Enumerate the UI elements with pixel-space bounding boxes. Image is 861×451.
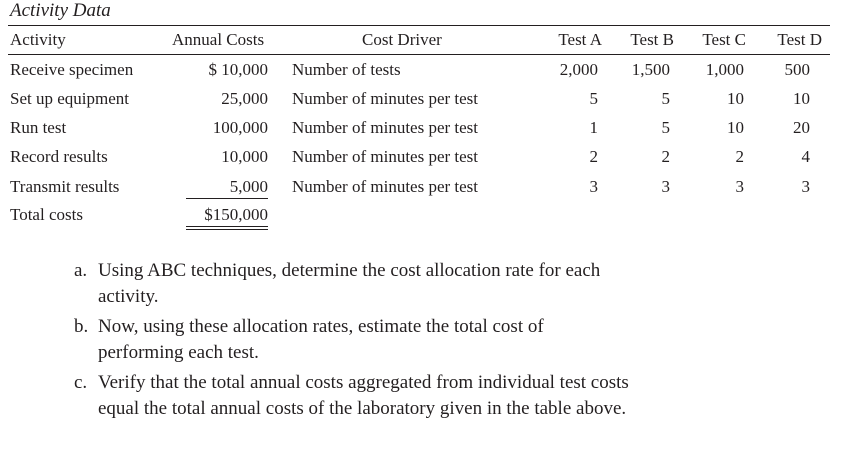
row-driver-receive-specimen: Number of tests <box>292 60 401 79</box>
question-b-text: Now, using these allocation rates, estimate the total cost of performing each test. <box>98 316 544 363</box>
row-test-b-receive-specimen: 1,500 <box>631 60 670 79</box>
row-activity-receive-specimen: Receive specimen <box>10 60 134 79</box>
question-b-label: b. <box>74 316 89 337</box>
question-c-label: c. <box>74 372 88 393</box>
row-test-a-set-up-equipment: 5 <box>589 89 598 108</box>
subtotal-underline <box>186 198 268 199</box>
row-cost-record-results: 10,000 <box>221 147 268 166</box>
row-driver-record-results: Number of minutes per test <box>292 147 479 166</box>
header-test-b: Test B <box>630 30 674 49</box>
row-cost-run-test: 100,000 <box>212 118 268 137</box>
header-cost-driver: Cost Driver <box>362 30 442 49</box>
row-driver-set-up-equipment: Number of minutes per test <box>292 89 479 108</box>
row-test-b-transmit-results: 3 <box>661 177 670 196</box>
row-driver-run-test: Number of minutes per test <box>292 118 479 137</box>
row-cost-transmit-results: 5,000 <box>229 177 268 196</box>
row-activity-transmit-results: Transmit results <box>10 177 120 196</box>
header-activity: Activity <box>10 30 66 49</box>
row-test-d-receive-specimen: 500 <box>784 60 810 79</box>
row-test-c-record-results: 2 <box>735 147 744 166</box>
row-test-b-record-results: 2 <box>661 147 670 166</box>
header-rule <box>8 54 830 55</box>
row-test-a-run-test: 1 <box>589 118 598 137</box>
total-label: Total costs <box>10 205 83 224</box>
total-cost: $150,000 <box>204 205 268 224</box>
row-test-c-set-up-equipment: 10 <box>727 89 744 108</box>
row-activity-set-up-equipment: Set up equipment <box>10 89 129 108</box>
row-test-a-record-results: 2 <box>589 147 598 166</box>
question-a-text: Using ABC techniques, determine the cost allocation rate for each activity. <box>98 260 601 307</box>
row-test-c-receive-specimen: 1,000 <box>705 60 744 79</box>
total-double-underline <box>186 226 268 230</box>
question-c <box>74 370 674 422</box>
row-test-d-run-test: 20 <box>793 118 810 137</box>
row-test-b-set-up-equipment: 5 <box>661 89 670 108</box>
row-cost-receive-specimen: $ 10,000 <box>208 60 268 79</box>
row-test-d-record-results: 4 <box>801 147 810 166</box>
header-test-d: Test D <box>777 30 822 49</box>
header-test-a: Test A <box>558 30 602 49</box>
row-test-a-transmit-results: 3 <box>589 177 598 196</box>
row-test-c-run-test: 10 <box>727 118 744 137</box>
row-test-a-receive-specimen: 2,000 <box>559 60 598 79</box>
table-caption: Activity Data <box>10 0 111 21</box>
row-test-d-transmit-results: 3 <box>801 177 810 196</box>
question-b <box>74 314 674 366</box>
row-test-c-transmit-results: 3 <box>735 177 744 196</box>
question-a <box>74 258 674 310</box>
question-a-label: a. <box>74 260 88 281</box>
header-annual-costs: Annual Costs <box>172 30 265 49</box>
question-c-text: Verify that the total annual costs aggregated from individual test costs equal the total annual costs of the laboratory given in the table above. <box>98 372 629 419</box>
top-rule <box>8 25 830 26</box>
question-list <box>74 258 674 426</box>
row-activity-record-results: Record results <box>10 147 108 166</box>
header-test-c: Test C <box>702 30 746 49</box>
row-driver-transmit-results: Number of minutes per test <box>292 177 479 196</box>
row-cost-set-up-equipment: 25,000 <box>221 89 268 108</box>
row-test-b-run-test: 5 <box>661 118 670 137</box>
row-activity-run-test: Run test <box>10 118 67 137</box>
row-test-d-set-up-equipment: 10 <box>793 89 810 108</box>
